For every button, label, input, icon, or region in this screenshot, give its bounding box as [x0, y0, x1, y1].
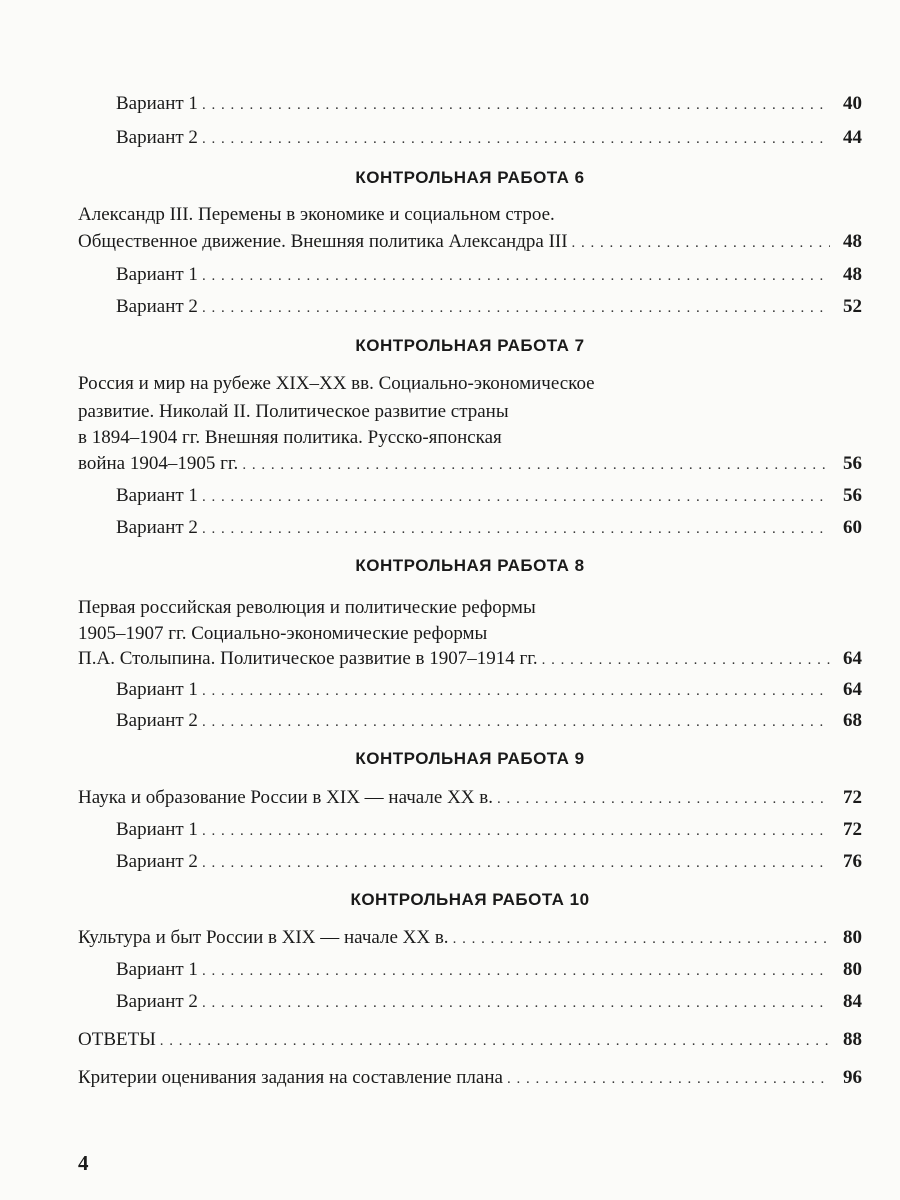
dot-leader [202, 516, 830, 541]
dot-leader [507, 1066, 830, 1091]
toc-entry-label: Вариант 1 [116, 959, 198, 980]
toc-entry-label: ОТВЕТЫ [78, 1029, 156, 1050]
toc-entry-label: Вариант 2 [116, 991, 198, 1012]
dot-leader [202, 678, 830, 703]
toc-entry-variant [116, 958, 862, 983]
dot-leader [242, 452, 830, 477]
toc-entry-variant [116, 678, 862, 703]
toc-entry-page: 64 [843, 679, 862, 700]
toc-entry-page: 96 [843, 1067, 862, 1088]
toc-topic-line: Россия и мир на рубеже XIX–XX вв. Социально-экономическое [78, 373, 595, 394]
toc-entry-page: 80 [843, 927, 862, 948]
dot-leader [202, 484, 830, 509]
toc-entry-label: Критерии оценивания задания на составление плана [78, 1067, 503, 1088]
toc-topic-line: Первая российская революция и политические реформы [78, 597, 536, 618]
dot-leader [202, 126, 830, 151]
dot-leader [497, 786, 830, 811]
dot-leader [202, 990, 830, 1015]
toc-entry-topic [78, 452, 862, 477]
toc-entry-label: Вариант 2 [116, 710, 198, 731]
section-heading: КОНТРОЛЬНАЯ РАБОТА 7 [355, 336, 585, 355]
toc-entry-variant [116, 818, 862, 843]
toc-entry-label: Вариант 2 [116, 517, 198, 538]
toc-entry-label: война 1904–1905 гг. [78, 453, 239, 474]
toc-entry-page: 84 [843, 991, 862, 1012]
toc-entry-variant [116, 850, 862, 875]
dot-leader [202, 709, 830, 734]
toc-entry-label: П.А. Столыпина. Политическое развитие в 1907–1914 гг. [78, 648, 538, 669]
toc-entry-criteria [78, 1066, 862, 1091]
toc-entry-page: 80 [843, 959, 862, 980]
toc-entry-page: 68 [843, 710, 862, 731]
toc-entry-page: 88 [843, 1029, 862, 1050]
toc-entry-page: 76 [843, 851, 862, 872]
toc-entry-label: Вариант 1 [116, 93, 198, 114]
section-heading: КОНТРОЛЬНАЯ РАБОТА 10 [350, 890, 590, 909]
dot-leader [160, 1028, 830, 1053]
toc-entry-label: Вариант 2 [116, 296, 198, 317]
toc-entry-label: Вариант 1 [116, 679, 198, 700]
toc-entry-page: 56 [843, 453, 862, 474]
toc-topic-line: развитие. Николай II. Политическое развитие страны [78, 401, 509, 422]
dot-leader [202, 263, 830, 288]
toc-entry-page: 72 [843, 819, 862, 840]
toc-entry-variant [116, 516, 862, 541]
toc-entry-page: 44 [843, 127, 862, 148]
toc-entry-page: 48 [843, 264, 862, 285]
toc-entry-page: 40 [843, 93, 862, 114]
toc-entry-variant [116, 295, 862, 320]
toc-entry-page: 64 [843, 648, 862, 669]
toc-entry-label: Вариант 1 [116, 819, 198, 840]
toc-entry-page: 72 [843, 787, 862, 808]
dot-leader [202, 818, 830, 843]
toc-entry-label: Вариант 1 [116, 485, 198, 506]
toc-entry-label: Вариант 2 [116, 851, 198, 872]
dot-leader [202, 850, 830, 875]
toc-entry-label: Культура и быт России в XIX — начале XX в. [78, 927, 449, 948]
toc-entry-variant [116, 990, 862, 1015]
toc-entry-page: 52 [843, 296, 862, 317]
dot-leader [202, 295, 830, 320]
dot-leader [542, 647, 830, 672]
toc-entry-variant [116, 484, 862, 509]
toc-entry-variant [116, 92, 862, 117]
toc-entry-label: Вариант 2 [116, 127, 198, 148]
page-number: 4 [78, 1151, 89, 1175]
toc-topic-line: 1905–1907 гг. Социально-экономические реформы [78, 623, 488, 644]
section-heading: КОНТРОЛЬНАЯ РАБОТА 9 [355, 749, 585, 768]
toc-entry-answers [78, 1028, 862, 1053]
section-heading: КОНТРОЛЬНАЯ РАБОТА 8 [355, 556, 585, 575]
toc-entry-page: 56 [843, 485, 862, 506]
toc-entry-page: 60 [843, 517, 862, 538]
toc-topic-line: Александр III. Перемены в экономике и социальном строе. [78, 204, 555, 225]
dot-leader [202, 958, 830, 983]
toc-entry-variant [116, 126, 862, 151]
toc-entry-topic [78, 926, 862, 951]
toc-topic-line: в 1894–1904 гг. Внешняя политика. Русско-японская [78, 427, 502, 448]
toc-entry-variant [116, 709, 862, 734]
toc-entry-topic [78, 647, 862, 672]
toc-entry-topic [78, 786, 862, 811]
dot-leader [572, 230, 830, 255]
toc-entry-variant [116, 263, 862, 288]
toc-entry-label: Вариант 1 [116, 264, 198, 285]
toc-entry-topic [78, 230, 862, 255]
section-heading: КОНТРОЛЬНАЯ РАБОТА 6 [355, 168, 585, 187]
toc-entry-page: 48 [843, 231, 862, 252]
toc-entry-label: Общественное движение. Внешняя политика Александра III [78, 231, 568, 252]
dot-leader [202, 92, 830, 117]
dot-leader [453, 926, 830, 951]
toc-entry-label: Наука и образование России в XIX — начале XX в. [78, 787, 493, 808]
